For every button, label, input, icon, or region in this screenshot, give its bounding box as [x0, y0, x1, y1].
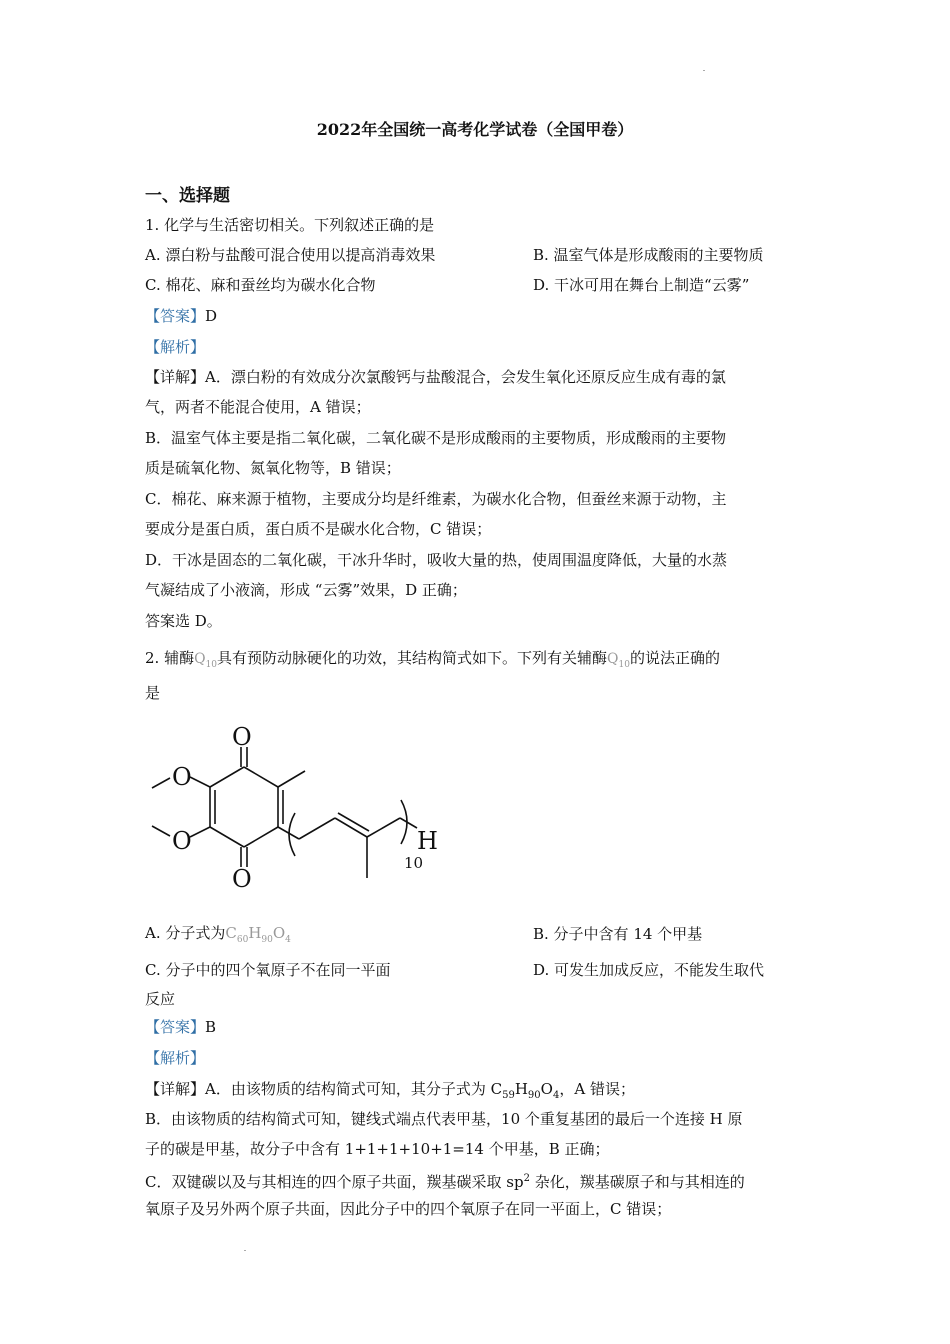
- coenzyme-q10-symbol: $Q_{10}$: [194, 651, 218, 670]
- scan-speck: [244, 1250, 246, 1251]
- mol-o-bottom: O: [232, 865, 252, 893]
- q1-detail-line: 要成分是蛋白质，蛋白质不是碳水化合物，C 错误；: [145, 520, 492, 538]
- q1-stem: 1. 化学与生活密切相关。下列叙述正确的是: [145, 216, 435, 234]
- section-heading: 一、选择题: [145, 186, 230, 206]
- mol-o-methoxy-2: O: [172, 827, 192, 855]
- q2-detail-line: B．由该物质的结构简式可知，键线式端点代表甲基，10 个重复基团的最后一个连接 H 原: [145, 1110, 743, 1128]
- q2-stem-cont: 是: [145, 684, 161, 702]
- mol-h-terminal: H: [417, 827, 438, 855]
- q1-detail-line: C．棉花、麻来源于植物，主要成分均是纤维素，为碳水化合物，但蚕丝来源于动物，主: [145, 490, 727, 508]
- scan-speck: [703, 70, 705, 71]
- q1-option-a: A. 漂白粉与盐酸可混合使用以提高消毒效果: [145, 246, 436, 264]
- q2-option-c: C. 分子中的四个氧原子不在同一平面: [145, 961, 391, 979]
- q1-detail-line: 质是硫氧化物、氮氧化物等，B 错误；: [145, 459, 401, 477]
- q1-option-d: D. 干冰可用在舞台上制造“云雾”: [533, 276, 750, 294]
- q2-detail-line: 【详解】A．由该物质的结构简式可知，其分子式为 $C_{59}H_{90}O_4$，A 错误；: [145, 1080, 635, 1101]
- q1-detail-line: D．干冰是固态的二氧化碳，干冰升华时，吸收大量的热，使周围温度降低，大量的水蒸: [145, 551, 728, 569]
- q1-detail-line: 气，两者不能混合使用，A 错误；: [145, 398, 371, 416]
- q2-stem: 2. 辅酶$Q_{10}$具有预防动脉硬化的功效，其结构简式如下。下列有关辅酶$Q_{10}$的说法正确的: [145, 649, 720, 670]
- q2-detail-line: 氧原子及另外两个原子共面，因此分子中的四个氧原子在同一平面上，C 错误；: [145, 1200, 672, 1218]
- mol-o-top: O: [232, 723, 252, 751]
- q2-option-a: A. 分子式为$C_{60}H_{90}O_4$: [145, 924, 291, 945]
- answer-label: 【答案】: [145, 1018, 206, 1036]
- answer-label: 【答案】: [145, 307, 206, 325]
- q2-option-d: D. 可发生加成反应，不能发生取代: [533, 961, 765, 979]
- q2-option-b: B. 分子中含有 14 个甲基: [533, 925, 703, 943]
- q1-option-c: C. 棉花、麻和蚕丝均为碳水化合物: [145, 276, 376, 294]
- q1-detail-line: 气凝结成了小液滴，形成 “云雾”效果，D 正确；: [145, 581, 467, 599]
- mol-repeat-count: 10: [404, 854, 424, 872]
- q1-analysis-label: 【解析】: [145, 338, 206, 356]
- formula-c60h90o4: $C_{60}H_{90}O_4$: [225, 924, 291, 945]
- q2-option-d-cont: 反应: [145, 990, 176, 1008]
- q2-detail-line: C．双键碳以及与其相连的四个原子共面，羰基碳采取 $sp^2$ 杂化，羰基碳原子和与其相连的: [145, 1173, 745, 1191]
- q2-analysis-label: 【解析】: [145, 1049, 206, 1067]
- q2-answer: [145, 1017, 216, 1037]
- page-title: 2022年全国统一高考化学试卷（全国甲卷）: [316, 120, 634, 139]
- coenzyme-q10-symbol: $Q_{10}$: [607, 651, 630, 670]
- q2-detail-line: 子的碳是甲基，故分子中含有 1+1+1+10+1=14 个甲基，B 正确；: [145, 1140, 610, 1158]
- q1-answer: [145, 306, 217, 326]
- answer-value: B: [205, 1018, 217, 1036]
- q1-option-b: B. 温室气体是形成酸雨的主要物质: [533, 246, 764, 264]
- q1-detail-line: B．温室气体主要是指二氧化碳，二氧化碳不是形成酸雨的主要物质，形成酸雨的主要物: [145, 429, 727, 447]
- coenzyme-q10-structure: [145, 720, 455, 900]
- q1-detail-line: 答案选 D。: [145, 612, 222, 630]
- answer-value: D: [205, 307, 218, 325]
- q1-detail-line: 【详解】A．漂白粉的有效成分次氯酸钙与盐酸混合，会发生氧化还原反应生成有毒的氯: [145, 368, 726, 386]
- mol-o-methoxy-1: O: [172, 763, 192, 791]
